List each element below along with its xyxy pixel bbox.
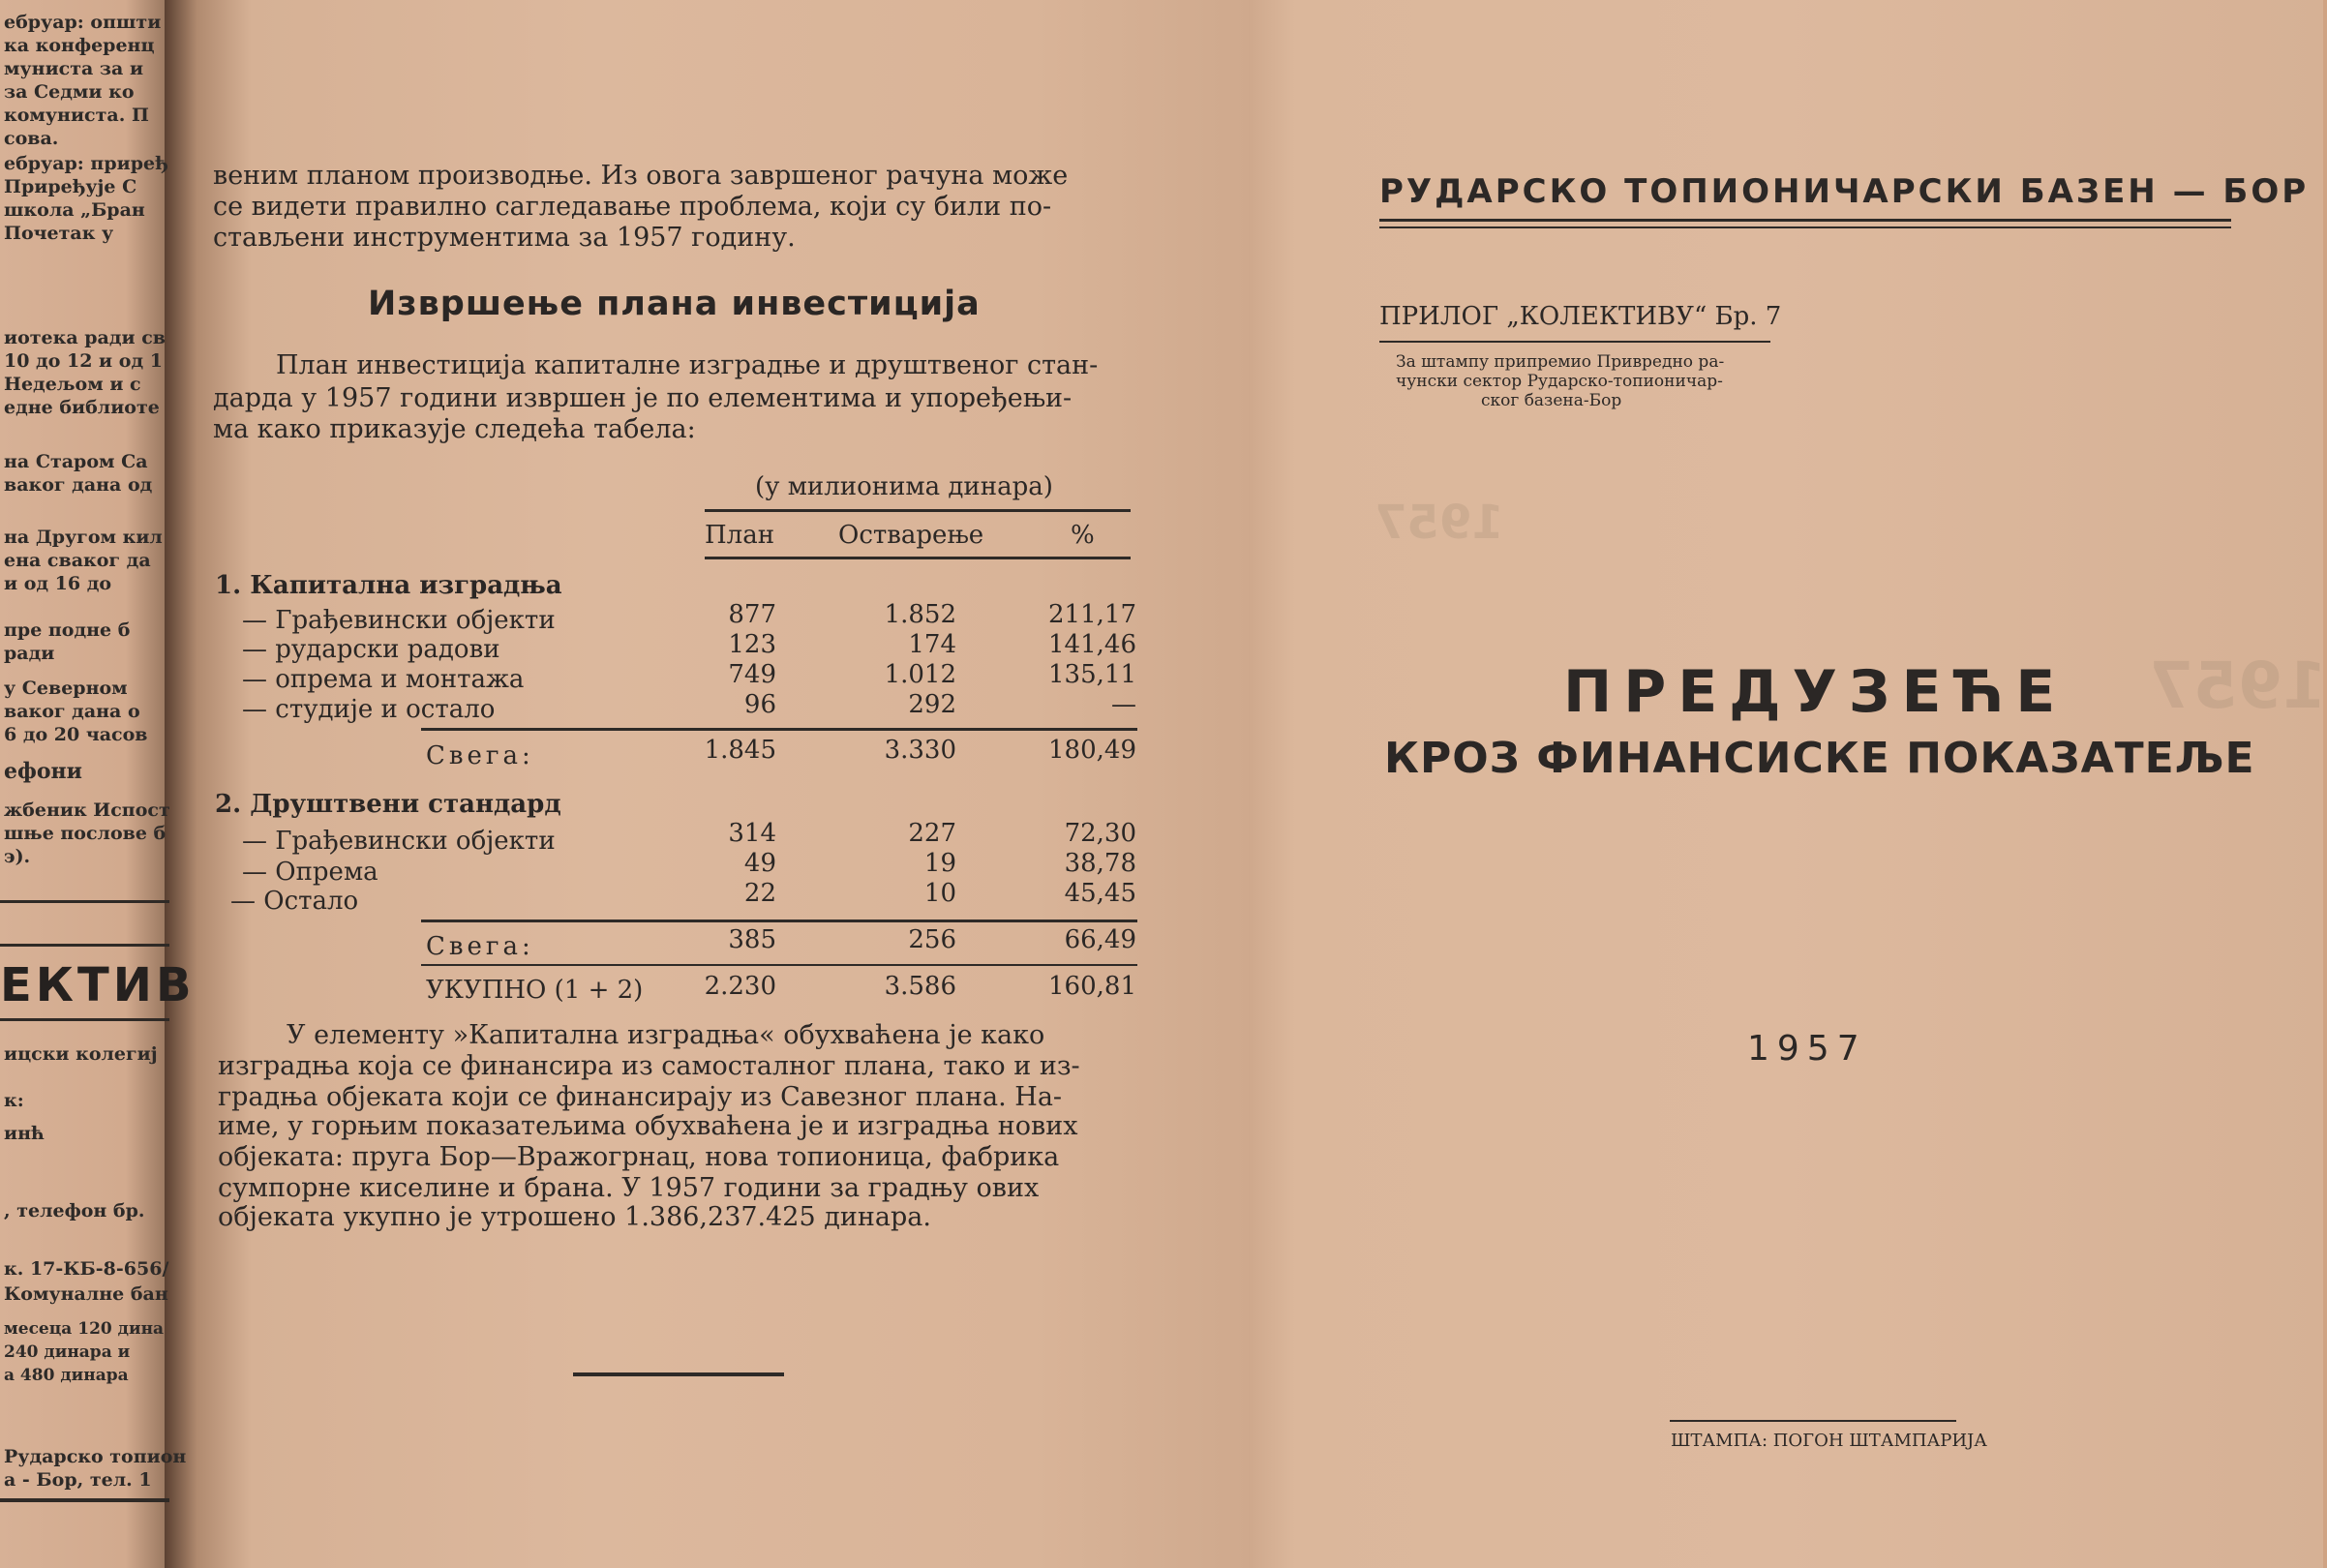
title-rule (1379, 219, 2231, 222)
edge-line: шње послове б (4, 823, 166, 844)
edge-line: комуниста. П (4, 105, 149, 126)
edge-line: жбеник Испост (4, 799, 170, 821)
edge-line: пре подне б (4, 619, 131, 641)
total-label: Свега: (426, 932, 534, 961)
supplement-label: ПРИЛОГ „КОЛЕКТИВУ“ Бр. 7 (1379, 302, 1782, 331)
row-label: — опрема и монтажа (242, 665, 525, 694)
percent-value: 211,17 (1048, 600, 1136, 629)
cover-subtitle: КРОЗ ФИНАНСИСКЕ ПОКАЗАТЕЉЕ (1384, 734, 2255, 783)
prepared-by-line: ског базена-Бор (1481, 391, 1622, 410)
edge-line: ваког дана о (4, 701, 140, 722)
printer-rule (1670, 1420, 1956, 1422)
edge-line: ицски колегиј (4, 1043, 158, 1065)
edge-line: ради (4, 643, 55, 664)
table-unit-note: (у милионима динара) (755, 472, 1053, 501)
edge-divider (0, 1018, 169, 1021)
edge-line: на Старом Са (4, 451, 148, 472)
grand-total-label: УКУПНО (1 + 2) (426, 976, 644, 1005)
row-label: — Опрема (242, 858, 378, 887)
edge-divider (0, 944, 169, 947)
plan-value: 314 (728, 819, 776, 848)
edge-line: 240 динара и (4, 1342, 131, 1362)
plan-value: 2.230 (704, 972, 776, 1001)
actual-value: 1.012 (884, 660, 956, 689)
actual-value: 256 (908, 925, 956, 954)
plan-value: 1.845 (704, 736, 776, 765)
printer-credit: ШТАМПА: ПОГОН ШТАМПАРИЈА (1671, 1431, 1987, 1451)
prepared-by-line: За штампу припремио Привредно ра- (1396, 352, 1725, 372)
plan-value: 749 (728, 660, 776, 689)
plan-value: 22 (743, 879, 776, 908)
section-title: 2. Друштвени стандард (215, 790, 561, 819)
edge-line: Рударско топион (4, 1446, 187, 1467)
edge-line: 10 до 12 и од 1 (4, 350, 163, 372)
percent-value: 135,11 (1048, 660, 1136, 689)
supplement-rule (1379, 341, 1770, 343)
percent-value: 141,46 (1048, 630, 1136, 659)
column-header-percent: % (1071, 521, 1095, 550)
edge-line: ваког дана од (4, 474, 153, 496)
paragraph-line: објеката: пруга Бор—Вражогрнац, нова топионица, фабрика (218, 1142, 1060, 1172)
edge-line: ефони (4, 759, 82, 784)
table-rule (705, 509, 1131, 512)
bleed-through: 1957 (1375, 496, 1504, 550)
cover-year: 1957 (1747, 1029, 1867, 1069)
paragraph-line: сумпорне киселине и брана. У 1957 години за градњу ових (218, 1173, 1040, 1203)
percent-value: 66,49 (1064, 925, 1136, 954)
table-rule (421, 964, 1137, 966)
paragraph-line: дарда у 1957 години извршен је по елементима и упоређењи- (213, 383, 1073, 413)
paragraph-line: У елементу »Капитална изградња« обухваћена је како (287, 1020, 1045, 1050)
edge-line: Комуналне бан (4, 1283, 168, 1305)
edge-line: Недељом и с (4, 374, 141, 395)
edge-line: на Другом кил (4, 527, 163, 548)
column-header-actual: Остварење (838, 521, 984, 550)
edge-line: к. 17-КБ-8-656/ (4, 1258, 169, 1280)
percent-value: 160,81 (1048, 972, 1136, 1001)
table-rule (421, 728, 1137, 731)
actual-value: 1.852 (884, 600, 956, 629)
edge-line: за Седми ко (4, 81, 135, 103)
previous-page-text (0, 0, 196, 1568)
organization-title: РУДАРСКО ТОПИОНИЧАРСКИ БАЗЕН — БОР (1379, 172, 2310, 211)
row-label: — Грађевински објекти (242, 606, 556, 635)
edge-line: к: (4, 1090, 24, 1111)
edge-line: а 480 динара (4, 1366, 129, 1385)
edge-line: сова. (4, 128, 59, 149)
intro-line: стављени инструментима за 1957 годину. (213, 223, 796, 253)
intro-line: се видети правилно сагледавање проблема, који су били по- (213, 192, 1052, 222)
edge-line: Почетак у (4, 223, 114, 244)
edge-line: ена сваког да (4, 550, 151, 571)
edge-line: мунистa за и (4, 58, 144, 79)
edge-line: 6 до 20 часов (4, 724, 148, 745)
row-label: — рударски радови (242, 635, 500, 664)
edge-line: и од 16 до (4, 573, 112, 594)
paragraph-line: објеката укупно је утрошено 1.386,237.425 динара. (218, 1202, 931, 1232)
edge-line: у Северном (4, 678, 128, 699)
actual-value: 19 (923, 849, 956, 878)
paragraph-line: име, у горњим показатељима обухваћена је и изградња нових (218, 1111, 1078, 1141)
percent-value: — (1111, 690, 1136, 719)
paragraph-line: План инвестиција капиталне изградње и друштвеног стан- (276, 350, 1099, 380)
edge-line: иотека ради св (4, 327, 166, 348)
edge-line: а - Бор, тел. 1 (4, 1469, 152, 1491)
actual-value: 174 (908, 630, 956, 659)
plan-value: 123 (728, 630, 776, 659)
edge-divider (0, 1498, 169, 1502)
intro-line: веним планом производње. Из овога завршеног рачуна може (213, 161, 1069, 191)
total-label: Свега: (426, 741, 534, 770)
edge-line: месеца 120 дина (4, 1319, 165, 1339)
edge-line: ебруар: приређ (4, 153, 168, 174)
edge-line: инћ (4, 1123, 45, 1144)
percent-value: 38,78 (1064, 849, 1136, 878)
edge-line: ебруар: општи (4, 12, 162, 33)
actual-value: 292 (908, 690, 956, 719)
bleed-through: 1957 (2149, 648, 2327, 723)
actual-value: 227 (908, 819, 956, 848)
edge-line: едне библиоте (4, 397, 160, 418)
title-rule (1379, 226, 2231, 228)
prepared-by-line: чунски сектор Рударско-топионичар- (1396, 372, 1723, 391)
edge-line: Приређује С (4, 176, 137, 197)
percent-value: 180,49 (1048, 736, 1136, 765)
cover-page (1229, 0, 2323, 1568)
section-heading: Извршење плана инвестиција (368, 285, 981, 323)
paragraph-line: градња објеката који се финансирају из Савезног плана. На- (218, 1082, 1063, 1112)
percent-value: 72,30 (1064, 819, 1136, 848)
paragraph-line: изградња која се финансира из самосталног плана, тако и из- (218, 1051, 1080, 1081)
actual-value: 10 (923, 879, 956, 908)
plan-value: 385 (728, 925, 776, 954)
edge-line: , телефон бр. (4, 1200, 145, 1221)
plan-value: 49 (743, 849, 776, 878)
plan-value: 877 (728, 600, 776, 629)
row-label: — Остало (230, 887, 359, 916)
edge-line: э). (4, 846, 31, 867)
actual-value: 3.330 (884, 736, 956, 765)
edge-masthead: ЕКТИВ (0, 958, 196, 1012)
plan-value: 96 (743, 690, 776, 719)
percent-value: 45,45 (1064, 879, 1136, 908)
edge-divider (0, 900, 169, 903)
edge-line: школа „Бран (4, 199, 145, 221)
paragraph-line: ма како приказује следећа табела: (213, 414, 696, 444)
cover-title: ПРЕДУЗЕЋЕ (1563, 658, 2068, 726)
column-header-plan: План (705, 521, 775, 550)
section-title: 1. Капитална изградња (215, 571, 562, 600)
edge-line: ка конференц (4, 35, 155, 56)
closing-rule (573, 1372, 784, 1376)
table-rule (421, 920, 1137, 922)
row-label: — Грађевински објекти (242, 827, 556, 856)
row-label: — студије и остало (242, 695, 496, 724)
actual-value: 3.586 (884, 972, 956, 1001)
table-rule (705, 557, 1131, 559)
